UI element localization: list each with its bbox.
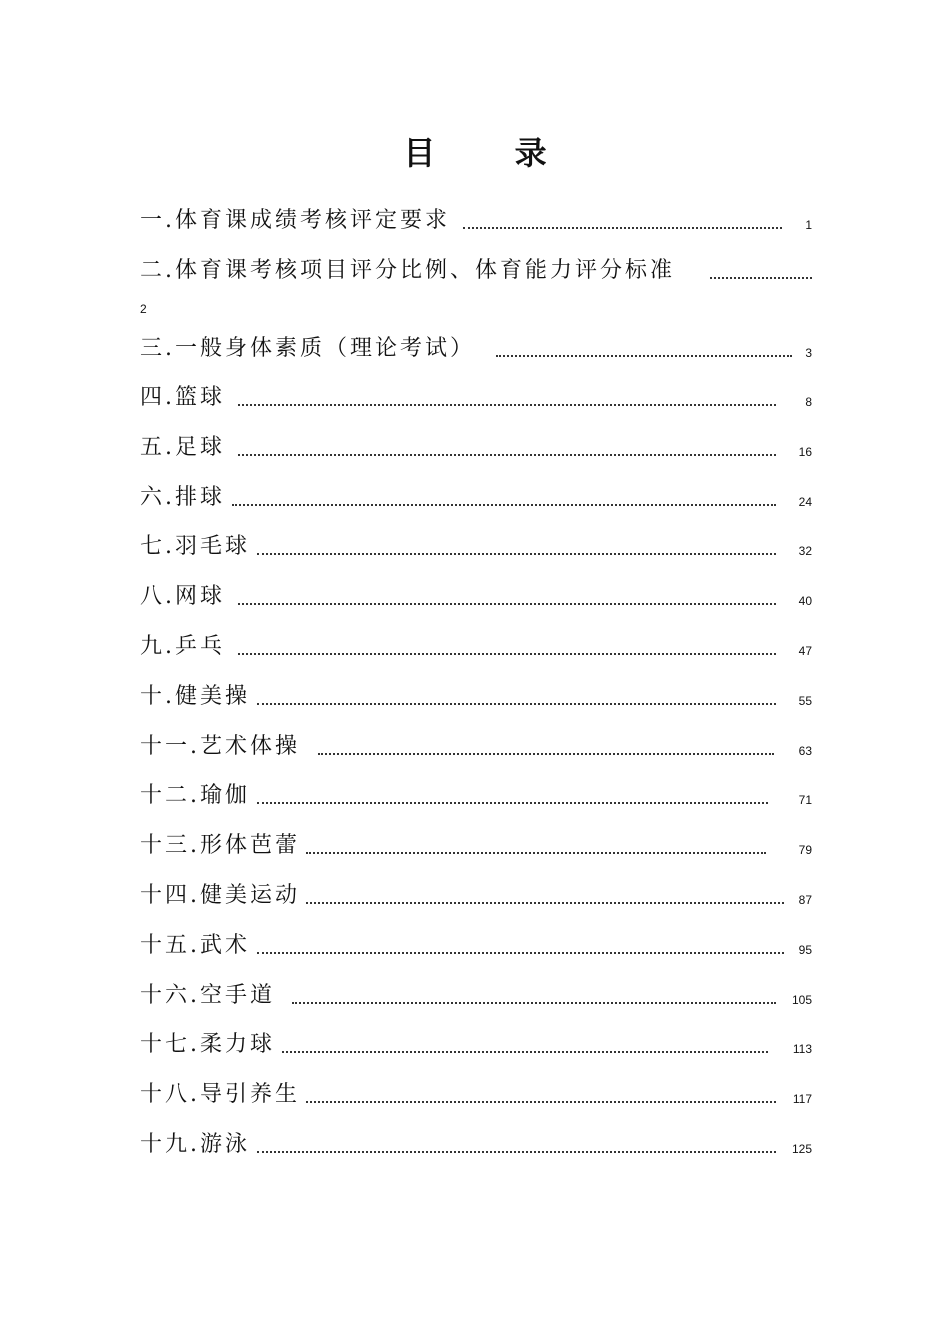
toc-entry[interactable] — [140, 526, 812, 566]
toc-entry-page: 125 — [791, 1142, 812, 1156]
toc-entry-page: 63 — [798, 744, 812, 758]
toc-entry[interactable] — [140, 726, 812, 766]
toc-entry-label: 十三.形体芭蕾 — [140, 833, 300, 858]
toc-entry[interactable] — [140, 328, 812, 368]
dot-leader — [238, 653, 776, 655]
dot-leader — [306, 1101, 776, 1103]
dot-leader — [282, 1051, 768, 1053]
toc-entry[interactable] — [140, 1024, 812, 1064]
dot-leader — [463, 227, 782, 229]
toc-entry-page: 24 — [798, 495, 812, 509]
toc-entry[interactable] — [140, 477, 812, 517]
toc-entry-page: 87 — [798, 893, 812, 907]
toc-entry-label: 十九.游泳 — [140, 1132, 250, 1157]
dot-leader — [496, 355, 792, 357]
toc-entry-page: 47 — [798, 644, 812, 658]
toc-entry-page: 105 — [791, 993, 812, 1007]
toc-entry[interactable] — [140, 626, 812, 666]
toc-entry-page: 113 — [792, 1042, 812, 1056]
toc-entry-page: 8 — [805, 395, 812, 409]
toc-entry[interactable] — [140, 975, 812, 1015]
toc-entry[interactable] — [140, 775, 812, 815]
dot-leader — [710, 277, 812, 279]
toc-entry[interactable] — [140, 377, 812, 417]
dot-leader — [318, 753, 774, 755]
toc-entry-page: 55 — [798, 694, 812, 708]
toc-entry-label: 一.体育课成绩考核评定要求 — [140, 208, 450, 233]
dot-leader — [232, 504, 776, 506]
toc-entry-label: 八.网球 — [140, 584, 225, 609]
toc-entry[interactable] — [140, 676, 812, 716]
toc-entry[interactable] — [140, 925, 812, 965]
toc-entry[interactable] — [140, 875, 812, 915]
dot-leader — [238, 603, 776, 605]
toc-entry-page: 95 — [798, 943, 812, 957]
toc-entry[interactable] — [140, 200, 812, 240]
toc-entry-label: 二.体育课考核项目评分比例、体育能力评分标准 — [140, 258, 675, 283]
toc-entry[interactable] — [140, 1074, 812, 1114]
dot-leader — [257, 703, 776, 705]
dot-leader — [257, 1151, 776, 1153]
toc-entry-page: 3 — [805, 346, 812, 360]
toc-entry-label: 十七.柔力球 — [140, 1032, 275, 1057]
toc-entry-label: 十四.健美运动 — [140, 883, 300, 908]
toc-entry-label: 四.篮球 — [140, 385, 225, 410]
toc-entry-page: 117 — [792, 1092, 812, 1106]
dot-leader — [257, 952, 784, 954]
toc-entry-page: 1 — [805, 218, 812, 232]
toc-entry[interactable] — [140, 825, 812, 865]
dot-leader — [238, 404, 776, 406]
toc-entry-page: 32 — [798, 544, 812, 558]
toc-title: 目 录 — [403, 134, 581, 172]
toc-entry-label: 十一.艺术体操 — [140, 734, 300, 759]
toc-entry-label: 六.排球 — [140, 485, 225, 510]
toc-entry[interactable] — [140, 576, 812, 616]
toc-entry-page: 40 — [798, 594, 812, 608]
toc-entry-page-wrapped: 2 — [140, 302, 147, 316]
dot-leader — [292, 1002, 776, 1004]
toc-entry-label: 三.一般身体素质（理论考试） — [140, 336, 475, 361]
toc-entry-label: 十二.瑜伽 — [140, 783, 250, 808]
toc-entry-label: 九.乒乓 — [140, 634, 225, 659]
dot-leader — [306, 902, 784, 904]
toc-entry[interactable] — [140, 250, 812, 290]
toc-entry[interactable] — [140, 427, 812, 467]
dot-leader — [257, 802, 768, 804]
toc-entry-page: 71 — [798, 793, 812, 807]
toc-entry[interactable] — [140, 1124, 812, 1164]
toc-entry-label: 七.羽毛球 — [140, 534, 250, 559]
toc-entry-page: 16 — [798, 445, 812, 459]
toc-entry-label: 十六.空手道 — [140, 983, 275, 1008]
dot-leader — [306, 852, 766, 854]
dot-leader — [257, 553, 776, 555]
dot-leader — [238, 454, 776, 456]
toc-entry-label: 十五.武术 — [140, 933, 250, 958]
toc-entry-page: 79 — [798, 843, 812, 857]
toc-entry-label: 十.健美操 — [140, 684, 250, 709]
toc-entry-label: 十八.导引养生 — [140, 1082, 300, 1107]
toc-entry-label: 五.足球 — [140, 435, 225, 460]
